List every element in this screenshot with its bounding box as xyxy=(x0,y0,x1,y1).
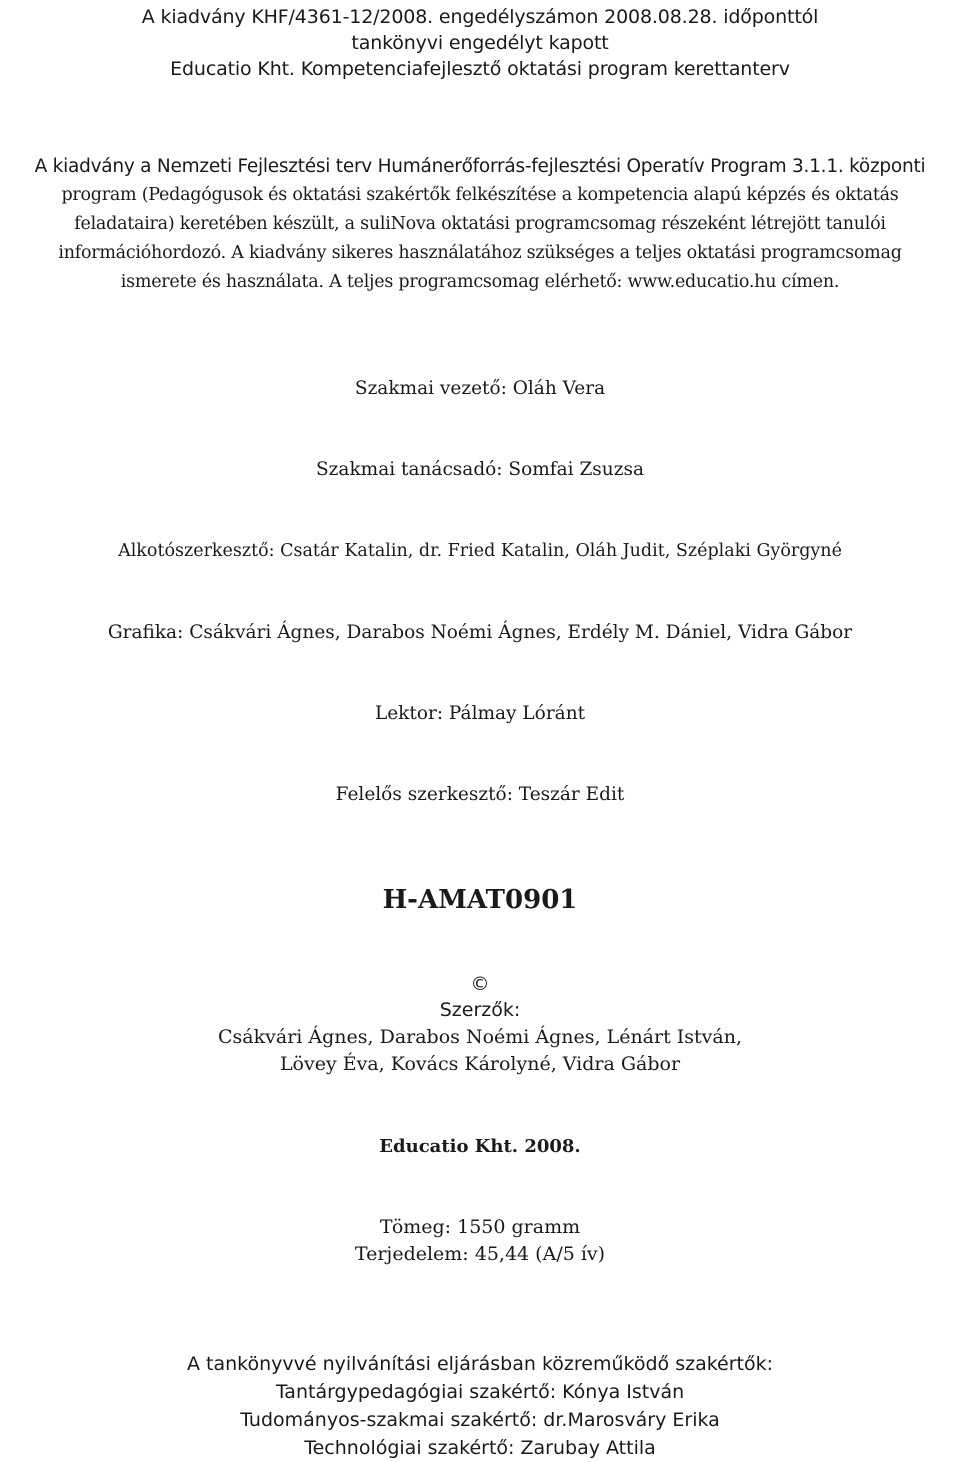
program-line: Educatio Kht. Kompetenciafejlesztő oktatási program kerettanterv xyxy=(170,58,790,80)
intro-line: ismerete és használata. A teljes programcsomag elérhető: www.educatio.hu címen. xyxy=(120,272,840,292)
publisher-line: Educatio Kht. 2008. xyxy=(379,1136,581,1157)
authors-line: Csákvári Ágnes, Darabos Noémi Ágnes, Lénárt István, xyxy=(218,1026,742,1048)
approval-header xyxy=(0,4,960,82)
intro-line: feladataira) keretében készült, a suliNova oktatási programcsomag részeként létrejött tanulói xyxy=(74,214,886,234)
authors-list xyxy=(0,1024,960,1078)
expert-line: Technológiai szakértő: Zarubay Attila xyxy=(304,1437,656,1459)
authors-label: Szerzők: xyxy=(439,999,521,1021)
intro-paragraph xyxy=(0,152,960,297)
weight-line: Tömeg: 1550 gramm xyxy=(379,1216,581,1238)
experts-block xyxy=(0,1350,960,1462)
credit-szakmai-tanacsado: Szakmai tanácsadó: Somfai Zsuzsa xyxy=(316,459,644,480)
approval-line: A kiadvány KHF/4361-12/2008. engedélyszámon 2008.08.28. időponttól xyxy=(141,6,819,28)
intro-line: A kiadvány a Nemzeti Fejlesztési terv Humánerőforrás-fejlesztési Operatív Program 3.1.1. központi xyxy=(34,156,926,177)
credit-lektor: Lektor: Pálmay Lóránt xyxy=(374,703,586,724)
product-code: H-AMAT0901 xyxy=(382,885,578,915)
approval-line: tankönyvi engedélyt kapott xyxy=(351,32,609,54)
experts-title: A tankönyvvé nyilvánítási eljárásban közreműködő szakértők: xyxy=(186,1353,774,1375)
credit-grafika: Grafika: Csákvári Ágnes, Darabos Noémi Ágnes, Erdély M. Dániel, Vidra Gábor xyxy=(107,622,853,643)
credit-felelos-szerkeszto: Felelős szerkesztő: Teszár Edit xyxy=(335,784,625,805)
credit-alkotoszerkeszto: Alkotószerkesztő: Csatár Katalin, dr. Fried Katalin, Oláh Judit, Széplaki Györgyné xyxy=(118,541,842,561)
book-meta xyxy=(0,1214,960,1268)
copyright-block xyxy=(0,971,960,1023)
credit-szakmai-vezeto: Szakmai vezető: Oláh Vera xyxy=(354,378,606,399)
extent-line: Terjedelem: 45,44 (A/5 ív) xyxy=(354,1243,606,1265)
intro-line: információhordozó. A kiadvány sikeres használatához szükséges a teljes oktatási programcsomag xyxy=(58,243,902,263)
authors-line: Lövey Éva, Kovács Károlyné, Vidra Gábor xyxy=(279,1053,681,1075)
expert-line: Tantárgypedagógiai szakértő: Kónya István xyxy=(275,1381,685,1403)
copyright-symbol: © xyxy=(470,973,490,995)
intro-line: program (Pedagógusok és oktatási szakértők felkészítése a kompetencia alapú képzés és oktatás xyxy=(61,185,899,205)
expert-line: Tudományos-szakmai szakértő: dr.Marosváry Erika xyxy=(240,1409,720,1431)
